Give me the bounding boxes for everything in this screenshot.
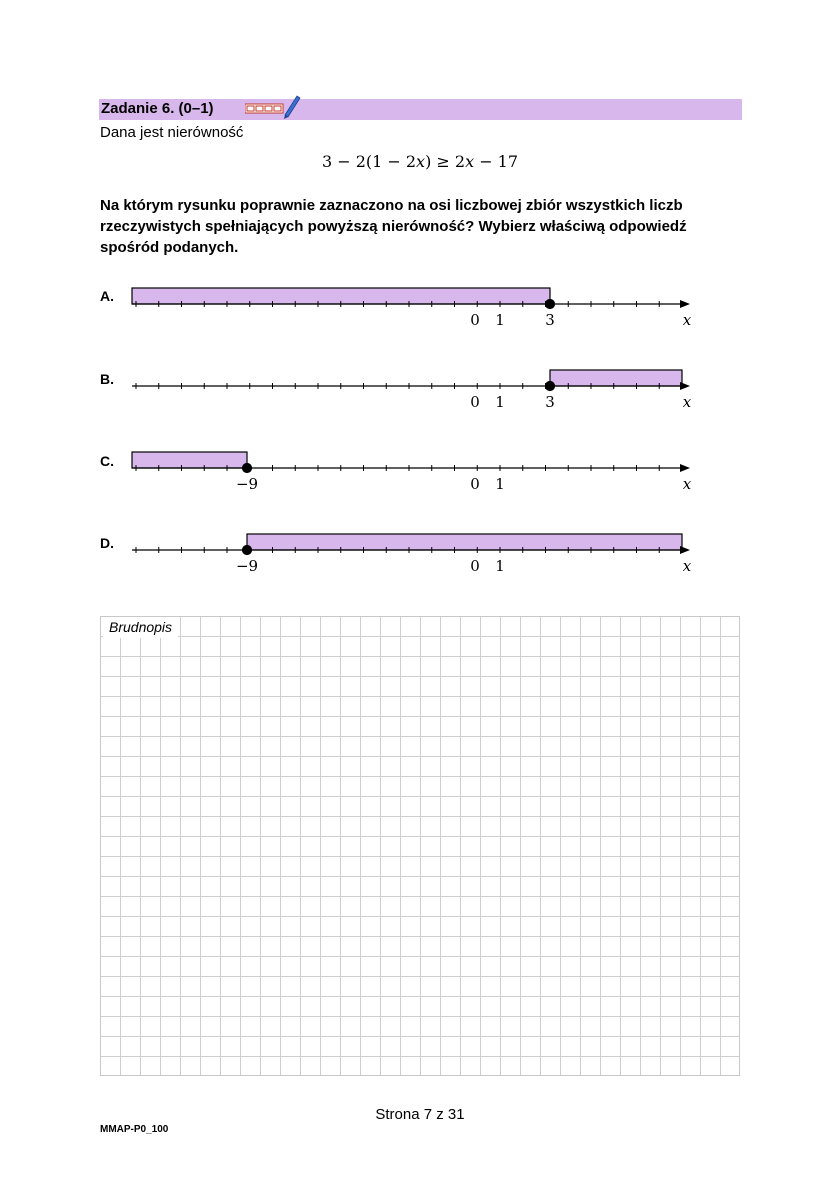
option-c-variable-label: 𝑥 (682, 475, 692, 493)
option-c-tick-label: 0 (470, 475, 480, 493)
option-a-variable-label: 𝑥 (682, 311, 692, 329)
option-b-variable-label: 𝑥 (682, 393, 692, 411)
intro-text: Dana jest nierówność (100, 124, 244, 141)
option-c-tick-label: 1 (495, 475, 505, 493)
option-b-region (550, 370, 682, 386)
option-b-arrow (680, 382, 690, 390)
option-d-tick-label: 0 (470, 557, 480, 575)
option-b-tick-label: 0 (470, 393, 480, 411)
option-d-arrow (680, 546, 690, 554)
option-a-letter: A. (100, 288, 114, 304)
option-d-tick-label: −9 (235, 557, 259, 575)
option-a-tick-label: 0 (470, 311, 480, 329)
option-d-letter: D. (100, 535, 114, 551)
option-a-arrow (680, 300, 690, 308)
option-c-point (243, 464, 252, 473)
option-d-region (247, 534, 682, 550)
draft-label: Brudnopis (103, 617, 178, 638)
page-number: Strona 7 z 31 (375, 1106, 465, 1123)
option-d-point (243, 546, 252, 555)
option-b-tick-label: 3 (545, 393, 555, 411)
option-c-region (132, 452, 247, 468)
option-a-point (546, 300, 555, 309)
option-c-tick-label: −9 (235, 475, 259, 493)
inequality-formula: 3 − 2(1 − 2𝑥) ≥ 2𝑥 − 17 (321, 152, 519, 171)
option-d-tick-label: 1 (495, 557, 505, 575)
option-c-letter: C. (100, 453, 114, 469)
option-b-tick-label: 1 (495, 393, 505, 411)
option-b-point (546, 382, 555, 391)
option-c-arrow (680, 464, 690, 472)
option-d-variable-label: 𝑥 (682, 557, 692, 575)
draft-area[interactable] (100, 616, 740, 1076)
document-code: MMAP-P0_100 (100, 1124, 169, 1135)
option-a-tick-label: 3 (545, 311, 555, 329)
option-b-letter: B. (100, 371, 114, 387)
task-title: Zadanie 6. (0–1) (101, 100, 214, 117)
question-text: Na którym rysunku poprawnie zaznaczono na osi liczbowej zbiór wszystkich liczb rzeczywistych spełniających powyższą nierówność? Wybierz właściwą odpowiedź spośród podanych. (100, 197, 687, 256)
option-a-tick-label: 1 (495, 311, 505, 329)
